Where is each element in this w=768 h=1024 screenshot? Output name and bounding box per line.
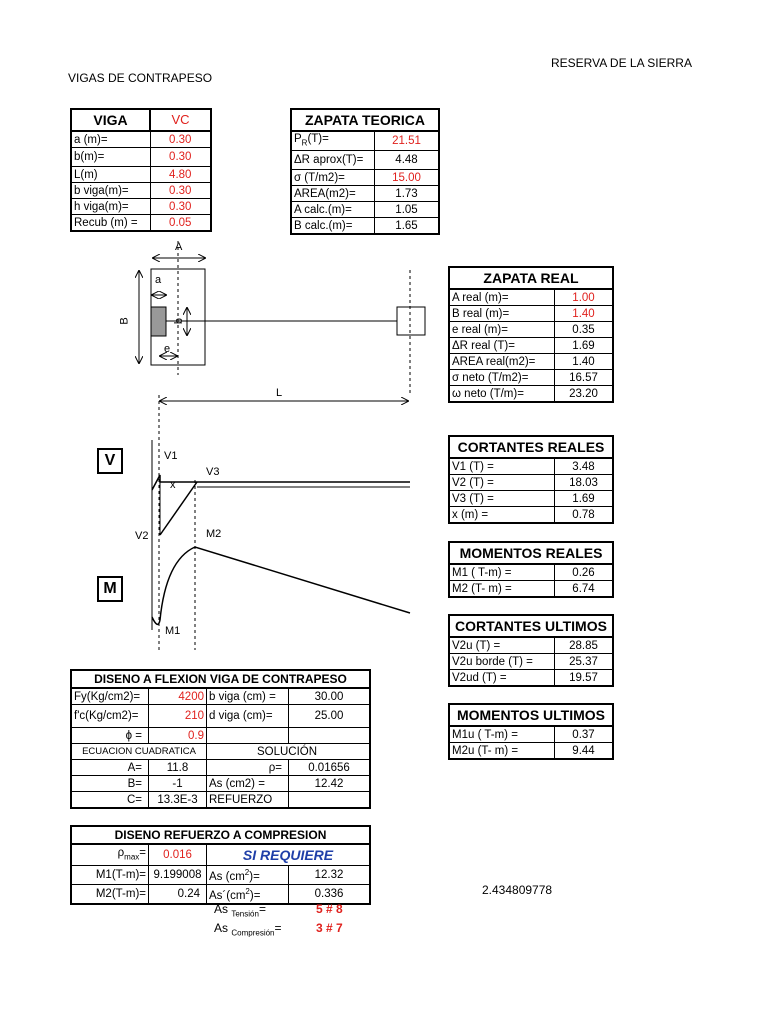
zapata-teorica-title: ZAPATA TEORICA [291, 109, 439, 131]
compresion-value: 9.199008 [149, 866, 207, 885]
flexion-label: As (cm2) = [207, 776, 289, 792]
viga-value: 0.30 [150, 183, 211, 199]
momentos-reales-label: M1 ( T-m) = [449, 564, 555, 581]
zapata-real-value: 1.00 [555, 289, 614, 306]
flexion-label: ϕ = [71, 728, 149, 744]
cortantes-reales-table [448, 435, 614, 524]
flexion-empty [207, 728, 289, 744]
x-label: x [170, 479, 176, 491]
flexion-label: b viga (cm) = [207, 688, 289, 705]
zapata-real-label: B real (m)= [449, 306, 555, 322]
compresion-table [70, 825, 371, 905]
dim-l-label: L [276, 387, 283, 399]
solucion-label: SOLUCIÓN [207, 744, 371, 760]
zapata-teorica-label: B calc.(m)= [291, 218, 375, 235]
zapata-real-value: 1.69 [555, 338, 614, 354]
right-column-shape [397, 307, 425, 335]
flexion-empty [289, 792, 371, 809]
rho-max-value: 0.016 [149, 844, 207, 866]
viga-type: VC [150, 109, 211, 131]
v1-label: V1 [164, 450, 178, 462]
viga-value: 0.05 [150, 215, 211, 232]
zapata-real-label: σ neto (T/m2)= [449, 370, 555, 386]
zapata-real-label: AREA real(m2)= [449, 354, 555, 370]
cortantes-ultimos-label: V2u (T) = [449, 637, 555, 654]
rho-max-label: $\rho_{max}=$ [71, 844, 149, 866]
loose-number: 2.434809778 [482, 883, 553, 897]
flexion-label: d viga (cm)= [207, 705, 289, 728]
momentos-reales-value: 0.26 [555, 564, 614, 581]
momentos-reales-title: MOMENTOS REALES [449, 542, 613, 564]
zapata-real-label: ω neto (T/m)= [449, 386, 555, 403]
flexion-value: 0.9 [149, 728, 207, 744]
column-shape [151, 307, 166, 336]
viga-table [70, 108, 212, 232]
zapata-real-value: 1.40 [555, 354, 614, 370]
flexion-value: 30.00 [289, 688, 371, 705]
m1-label: M1 [165, 625, 181, 637]
flexion-label: B= [71, 776, 149, 792]
cortantes-ultimos-value: 19.57 [555, 670, 614, 687]
compresion-label: M1(T-m)= [71, 866, 149, 885]
zapata-real-table [448, 266, 614, 403]
momentos-ultimos-label: M2u (T- m) = [449, 743, 555, 760]
cortantes-reales-label: V2 (T) = [449, 475, 555, 491]
cortantes-reales-label: x (m) = [449, 507, 555, 524]
compresion-value: 0.336 [289, 884, 371, 903]
cortantes-ultimos-title: CORTANTES ULTIMOS [449, 615, 613, 637]
momentos-reales-value: 6.74 [555, 581, 614, 598]
zapata-real-label: ΔR real (T)= [449, 338, 555, 354]
flexion-value: 0.01656 [289, 760, 371, 776]
as-compresion-label: As $_{Compresión}$= [214, 921, 282, 938]
zapata-teorica-label: σ (T/m2)= [291, 170, 375, 186]
zapata-teorica-value: 1.05 [375, 202, 440, 218]
dim-e-label: e [164, 343, 171, 355]
zapata-teorica-value: 15.00 [375, 170, 440, 186]
viga-label: h viga(m)= [71, 199, 150, 215]
momentos-ultimos-label: M1u ( T-m) = [449, 726, 555, 743]
zapata-real-label: A real (m)= [449, 289, 555, 306]
zapata-teorica-value: 21.51 [375, 131, 440, 151]
cortantes-reales-value: 18.03 [555, 475, 614, 491]
flexion-label: Fy(Kg/cm2)= [71, 688, 149, 705]
zapata-teorica-label: ΔR aprox(T)= [291, 151, 375, 170]
as-tension-label: As $_{Tensión}$= [214, 902, 266, 919]
flexion-value: 210 [149, 705, 207, 728]
page-title: VIGAS DE CONTRAPESO [68, 71, 213, 85]
zapata-teorica-value: 1.73 [375, 186, 440, 202]
zapata-teorica-table [290, 108, 440, 235]
viga-title: VIGA [71, 109, 150, 131]
flexion-label: A= [71, 760, 149, 776]
flexion-table [70, 669, 371, 809]
dim-a-label: A [175, 241, 183, 253]
beam-diagram [0, 235, 440, 655]
viga-value: 0.30 [150, 199, 211, 215]
project-name: RESERVA DE LA SIERRA [551, 56, 692, 70]
as-compresion-value: 3 # 7 [316, 921, 343, 935]
compresion-value: 12.32 [289, 866, 371, 885]
zapata-real-value: 16.57 [555, 370, 614, 386]
flexion-value: -1 [149, 776, 207, 792]
momentos-ultimos-value: 9.44 [555, 743, 614, 760]
viga-value: 0.30 [150, 131, 211, 148]
cortantes-reales-value: 1.69 [555, 491, 614, 507]
compresion-label: As $(cm^2)=$ [207, 866, 289, 885]
ecuacion-label: ECUACION CUADRATICA [71, 744, 207, 760]
momentos-ultimos-table [448, 703, 614, 760]
cortantes-ultimos-value: 25.37 [555, 654, 614, 670]
momentos-reales-label: M2 (T- m) = [449, 581, 555, 598]
momentos-ultimos-value: 0.37 [555, 726, 614, 743]
zapata-real-label: e real (m)= [449, 322, 555, 338]
zapata-teorica-label: $P_R(T)=$ [291, 131, 375, 151]
moment-diagram-label: M [97, 576, 123, 602]
viga-label: a (m)= [71, 131, 150, 148]
flexion-value: 11.8 [149, 760, 207, 776]
zapata-real-value: 23.20 [555, 386, 614, 403]
m2-label: M2 [206, 528, 222, 540]
flexion-value: 12.42 [289, 776, 371, 792]
cortantes-reales-title: CORTANTES REALES [449, 436, 613, 458]
cortantes-reales-value: 0.78 [555, 507, 614, 524]
compresion-label: M2(T-m)= [71, 884, 149, 903]
flexion-value: 4200 [149, 688, 207, 705]
shear-slope [160, 482, 197, 535]
si-requiere-status: SI REQUIERE [207, 844, 371, 866]
cortantes-ultimos-label: V2u borde (T) = [449, 654, 555, 670]
zapata-teorica-value: 4.48 [375, 151, 440, 170]
flexion-label: f'c(Kg/cm2)= [71, 705, 149, 728]
viga-label: b(m)= [71, 148, 150, 167]
zapata-real-value: 1.40 [555, 306, 614, 322]
momentos-ultimos-title: MOMENTOS ULTIMOS [449, 704, 613, 726]
momentos-reales-table [448, 541, 614, 598]
dim-small-b-label: b [173, 317, 186, 325]
viga-value: 0.30 [150, 148, 211, 167]
flexion-title: DISENO A FLEXION VIGA DE CONTRAPESO [71, 670, 370, 688]
as-tension-value: 5 # 8 [316, 902, 343, 916]
viga-label: b viga(m)= [71, 183, 150, 199]
cortantes-reales-label: V3 (T) = [449, 491, 555, 507]
cortantes-ultimos-label: V2ud (T) = [449, 670, 555, 687]
flexion-value: 13.3E-3 [149, 792, 207, 809]
compresion-title: DISENO REFUERZO A COMPRESION [71, 826, 370, 844]
flexion-label: C= [71, 792, 149, 809]
zapata-real-title: ZAPATA REAL [449, 267, 613, 289]
flexion-empty [289, 728, 371, 744]
cortantes-reales-label: V1 (T) = [449, 458, 555, 475]
zapata-teorica-value: 1.65 [375, 218, 440, 235]
shear-diagram-label: V [97, 448, 123, 474]
zapata-real-value: 0.35 [555, 322, 614, 338]
dim-b-label: B [118, 317, 131, 325]
zapata-teorica-label: A calc.(m)= [291, 202, 375, 218]
cortantes-ultimos-table [448, 614, 614, 687]
cortantes-ultimos-value: 28.85 [555, 637, 614, 654]
viga-value: 4.80 [150, 167, 211, 183]
moment-curve [152, 547, 410, 624]
viga-label: Recub (m) = [71, 215, 150, 232]
flexion-label: REFUERZO [207, 792, 289, 809]
v3-label: V3 [206, 466, 220, 478]
v2-label: V2 [135, 530, 149, 542]
zapata-teorica-label: AREA(m2)= [291, 186, 375, 202]
dim-small-a-label: a [155, 274, 162, 286]
viga-label: L(m) [71, 167, 150, 183]
cortantes-reales-value: 3.48 [555, 458, 614, 475]
shear-curve [152, 475, 410, 490]
flexion-value: 25.00 [289, 705, 371, 728]
compresion-label: $As´(cm^2)=$ [207, 884, 289, 903]
flexion-label: ρ= [207, 760, 289, 776]
compresion-value: 0.24 [149, 884, 207, 903]
